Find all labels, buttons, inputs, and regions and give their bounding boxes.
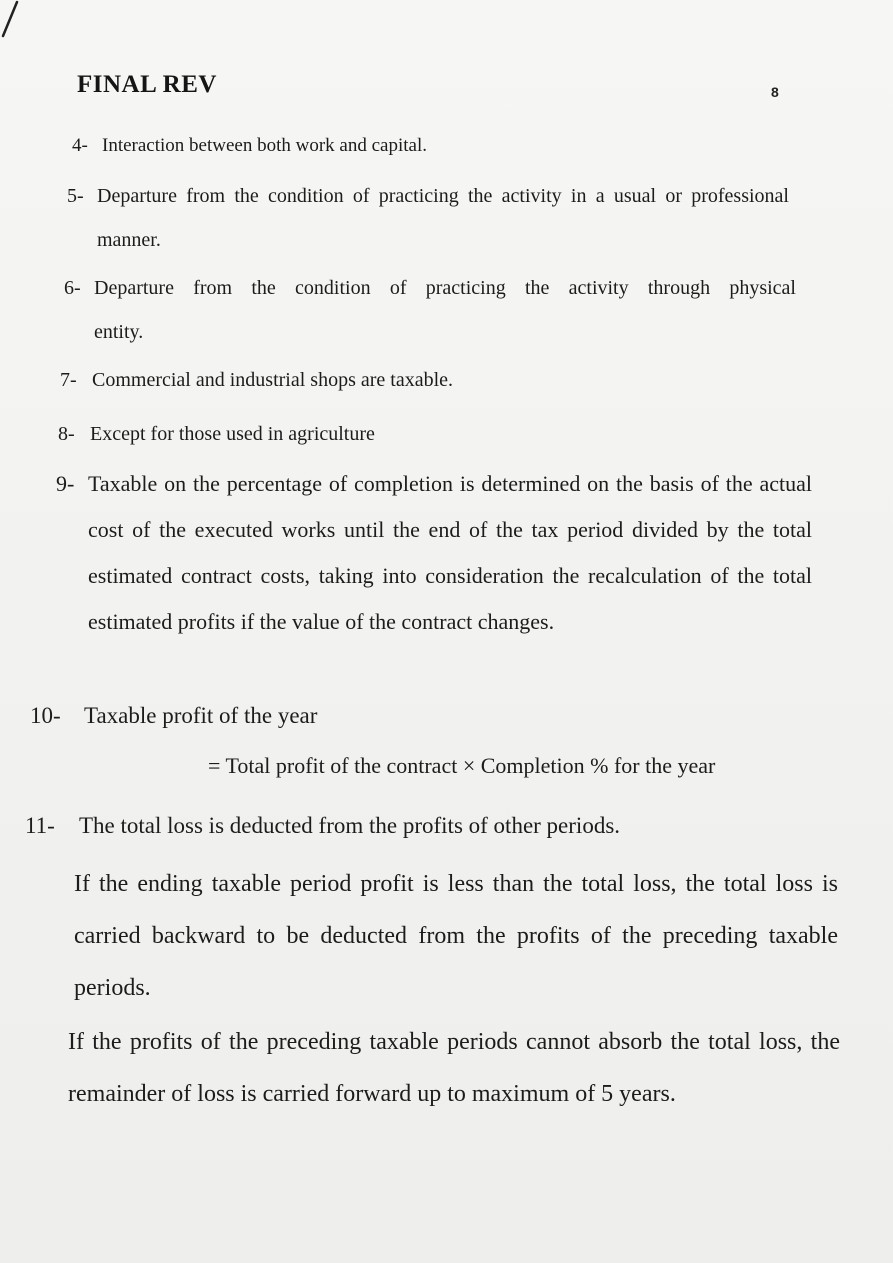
item-text: Taxable profit of the year	[84, 703, 318, 728]
profit-formula: = Total profit of the contract × Completion % for the year	[208, 753, 716, 778]
page-title: FINAL REV	[77, 71, 217, 98]
pen-mark-icon	[0, 0, 20, 40]
item-text: Except for those used in agriculture	[90, 423, 375, 445]
paragraph: If the profits of the preceding taxable periods cannot absorb the total loss, the remainder of loss is carried forward up to maximum of 5 years.	[68, 1029, 840, 1107]
item-number: 9-	[56, 471, 75, 496]
item-text: Interaction between both work and capital.	[102, 135, 427, 156]
item-number: 11-	[25, 813, 55, 838]
item-text: Commercial and industrial shops are taxable.	[92, 369, 454, 391]
list-item	[58, 412, 778, 456]
list-item	[72, 124, 792, 168]
item-number: 10-	[30, 703, 61, 728]
item-text: The total loss is deducted from the profits of other periods.	[79, 813, 621, 838]
item-number: 5-	[67, 185, 84, 207]
item-number: 4-	[72, 135, 88, 156]
item-number: 7-	[60, 369, 77, 391]
item-text: Departure from the condition of practicing the activity in a usual or professional manner.	[97, 185, 789, 251]
item-number: 6-	[64, 277, 81, 299]
list-item	[30, 692, 750, 740]
list-item	[56, 461, 812, 645]
page-number: 8	[771, 84, 779, 100]
list-item	[64, 266, 796, 354]
list-item	[25, 802, 785, 850]
paragraph: If the ending taxable period profit is less than the total loss, the total loss is carried backward to be deducted from the profits of the preceding taxable periods.	[74, 871, 838, 1001]
item-number: 8-	[58, 423, 75, 445]
list-item	[67, 174, 789, 262]
item-text: Taxable on the percentage of completion is determined on the basis of the actual cost of the executed works until the end of the tax period divided by the total estimated contract costs, taking into consideration the recalculation of the total estimated profits if the value of the contract changes.	[88, 471, 812, 634]
item-text: Departure from the condition of practicing the activity through physical entity.	[94, 277, 796, 343]
list-item	[60, 358, 780, 402]
